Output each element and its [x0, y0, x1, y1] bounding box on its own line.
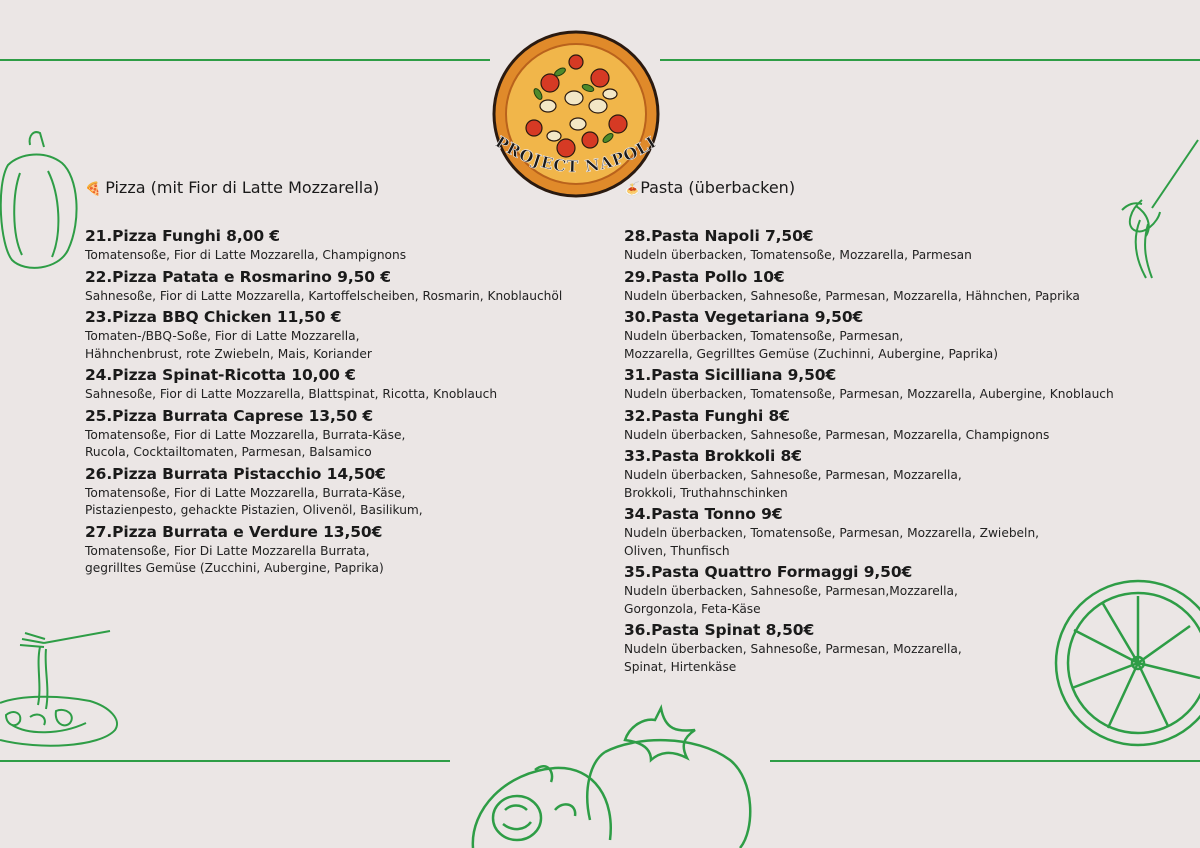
tomato-icon — [455, 700, 775, 848]
menu-item — [624, 307, 1184, 363]
menu-item — [624, 504, 1184, 560]
menu-item-title: 22.Pizza Patata e Rosmarino 9,50 € — [85, 267, 391, 286]
bell-pepper-icon — [0, 125, 85, 275]
menu-item-title: 32.Pasta Funghi 8€ — [624, 406, 790, 425]
menu-item — [85, 522, 625, 578]
menu-item-description: Tomatensoße, Fior di Latte Mozzarella, Champignons — [85, 248, 407, 262]
menu-item-description: Nudeln überbacken, Tomatensoße, Parmesan, Mozzarella, Gegrilltes Gemüse (Zuchinni, Aubergine, Paprika) — [624, 329, 998, 361]
menu-item-description: Nudeln überbacken, Tomatensoße, Parmesan, Mozzarella, Aubergine, Knoblauch — [624, 387, 1114, 401]
top-rule-left — [0, 59, 490, 61]
menu-item — [85, 226, 625, 265]
menu-item-title: 26.Pizza Burrata Pistacchio 14,50€ — [85, 464, 386, 483]
menu-item-title: 33.Pasta Brokkoli 8€ — [624, 447, 802, 465]
menu-item-description: Tomaten-/BBQ-Soße, Fior di Latte Mozzarella, Hähnchenbrust, rote Zwiebeln, Mais, Koriander — [85, 329, 372, 361]
menu-item — [624, 365, 1184, 404]
top-rule-right — [660, 59, 1200, 61]
menu-item-title: 27.Pizza Burrata e Verdure 13,50€ — [85, 522, 383, 541]
menu-item-title: 30.Pasta Vegetariana 9,50€ — [624, 308, 864, 326]
menu-item-title: 23.Pizza BBQ Chicken 11,50 € — [85, 308, 342, 326]
menu-item-description: Nudeln überbacken, Sahnesoße, Parmesan, Mozzarella, Spinat, Hirtenkäse — [624, 642, 962, 674]
pizza-section-label: Pizza (mit Fior di Latte Mozzarella) — [105, 178, 380, 197]
pasta-menu-list — [624, 226, 1184, 678]
menu-item-title: 29.Pasta Pollo 10€ — [624, 267, 785, 286]
pizza-emoji-icon: 🍕 — [85, 182, 102, 197]
menu-item-description: Nudeln überbacken, Sahnesoße, Parmesan, Mozzarella, Brokkoli, Truthahnschinken — [624, 468, 962, 500]
menu-item — [624, 267, 1184, 306]
menu-item-title: 36.Pasta Spinat 8,50€ — [624, 621, 815, 639]
pasta-section-label: Pasta (überbacken) — [640, 178, 796, 197]
menu-item — [85, 406, 625, 462]
pizza-menu-list — [85, 226, 625, 580]
menu-item — [624, 226, 1184, 265]
pizza-section-title — [85, 178, 379, 197]
menu-item-title: 34.Pasta Tonno 9€ — [624, 505, 783, 523]
menu-item-description: Sahnesoße, Fior di Latte Mozzarella, Kartoffelscheiben, Rosmarin, Knoblauchöl — [85, 288, 563, 303]
menu-item — [85, 365, 625, 404]
brand-name: PROJECT NAPOLI — [492, 132, 661, 177]
pasta-section-title — [624, 178, 795, 197]
menu-item-description: Tomatensoße, Fior di Latte Mozzarella, Burrata-Käse, Pistazienpesto, gehackte Pistazien, Olivenöl, Basilikum, — [85, 485, 423, 517]
bottom-rule-left — [0, 760, 450, 762]
menu-item-title: 28.Pasta Napoli 7,50€ — [624, 227, 814, 245]
menu-item-description: Nudeln überbacken, Tomatensoße, Mozzarella, Parmesan — [624, 248, 972, 262]
svg-text:PROJECT NAPOLI — [492, 132, 660, 176]
menu-item-description: Nudeln überbacken, Tomatensoße, Parmesan, Mozzarella, Zwiebeln, Oliven, Thunfisch — [624, 526, 1040, 558]
menu-item-title: 25.Pizza Burrata Caprese 13,50 € — [85, 406, 374, 425]
bottom-rule-right — [770, 760, 1200, 762]
menu-item-description: Nudeln überbacken, Sahnesoße, Parmesan, Mozzarella, Champignons — [624, 427, 1050, 442]
menu-item — [85, 464, 625, 520]
menu-item-description: Tomatensoße, Fior Di Latte Mozzarella Burrata, gegrilltes Gemüse (Zucchini, Aubergine, Paprika) — [85, 543, 384, 575]
menu-item — [85, 307, 625, 363]
menu-item — [624, 562, 1184, 618]
menu-item-description: Nudeln überbacken, Sahnesoße, Parmesan,Mozzarella, Gorgonzola, Feta-Käse — [624, 584, 958, 616]
menu-item-title: 24.Pizza Spinat-Ricotta 10,00 € — [85, 366, 356, 384]
menu-item — [624, 620, 1184, 676]
menu-item-title: 35.Pasta Quattro Formaggi 9,50€ — [624, 563, 913, 581]
menu-item-title: 21.Pizza Funghi 8,00 € — [85, 227, 280, 245]
pasta-bowl-icon — [0, 625, 125, 755]
menu-item — [85, 267, 625, 306]
menu-item-description: Sahnesoße, Fior di Latte Mozzarella, Blattspinat, Ricotta, Knoblauch — [85, 387, 498, 401]
menu-item — [624, 406, 1184, 445]
menu-item-description: Nudeln überbacken, Sahnesoße, Parmesan, Mozzarella, Hähnchen, Paprika — [624, 288, 1080, 303]
menu-item-title: 31.Pasta Sicilliana 9,50€ — [624, 366, 837, 384]
menu-item — [624, 446, 1184, 502]
menu-item-description: Tomatensoße, Fior di Latte Mozzarella, Burrata-Käse, Rucola, Cocktailtomaten, Parmesan, Balsamico — [85, 427, 406, 459]
pasta-emoji-icon: 🍝 — [624, 182, 641, 197]
